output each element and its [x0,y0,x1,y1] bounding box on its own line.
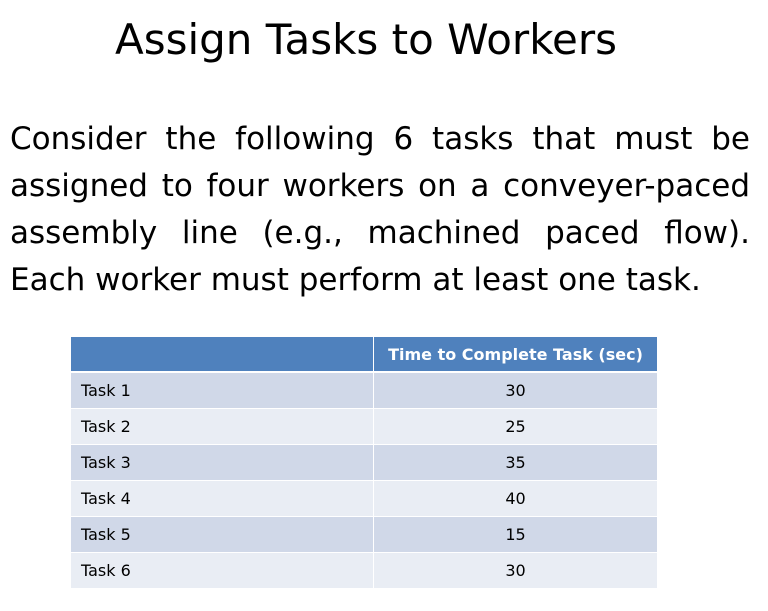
task-name-cell: Task 1 [71,372,374,409]
task-time-cell: 15 [374,517,658,553]
slide-body-text: Consider the following 6 tasks that must be assigned to four workers on a conveyer-paced assembly line (e.g., machined paced flow). Each worker must perform at least one task. [10,121,750,298]
slide-title: Assign Tasks to Workers [114,15,618,64]
header-time-to-complete: Time to Complete Task (sec) [374,337,658,372]
table-row [71,372,657,409]
table-row [71,517,657,553]
table-row [71,481,657,517]
task-name-cell: Task 2 [71,409,374,445]
table-row [71,445,657,481]
task-time-cell: 35 [374,445,658,481]
task-time-cell: 30 [374,372,658,409]
task-time-table [71,337,657,589]
task-name-cell: Task 4 [71,481,374,517]
task-name-cell: Task 6 [71,553,374,589]
task-name-cell: Task 3 [71,445,374,481]
header-task-name [71,337,374,372]
table-header-row [71,337,657,372]
task-name-cell: Task 5 [71,517,374,553]
task-time-cell: 25 [374,409,658,445]
task-time-cell: 30 [374,553,658,589]
task-time-cell: 40 [374,481,658,517]
table-row [71,409,657,445]
table-row [71,553,657,589]
